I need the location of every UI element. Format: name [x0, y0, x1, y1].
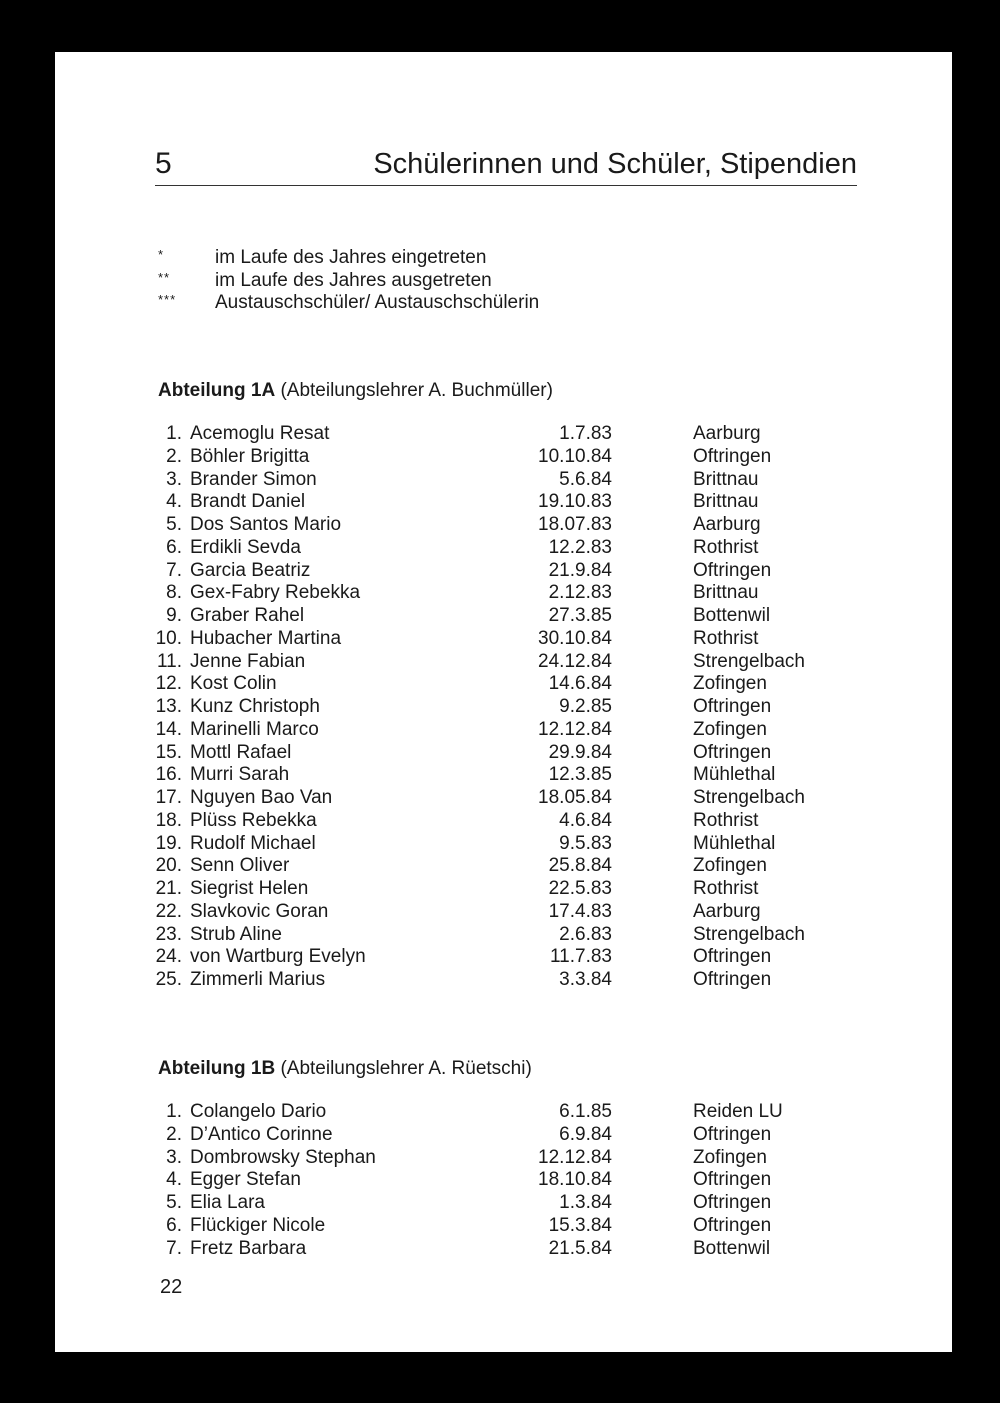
student-number: 24. [155, 946, 182, 968]
student-row [155, 696, 855, 719]
student-row [155, 560, 855, 583]
student-number: 1. [166, 1101, 182, 1122]
home-town: Aarburg [693, 423, 761, 444]
student-row [155, 742, 855, 765]
student-name: Zimmerli Marius [190, 969, 326, 990]
student-row [155, 469, 855, 492]
home-town: Zofingen [693, 1146, 767, 1168]
student-number: 6. [166, 1214, 182, 1236]
birth-date: 1.7.83 [559, 423, 612, 444]
student-name: Kost Colin [190, 673, 277, 695]
home-town: Rothrist [693, 809, 759, 831]
birth-date: 18.05.84 [538, 787, 612, 808]
student-row [155, 537, 855, 560]
birth-date: 18.10.84 [538, 1169, 612, 1191]
section-teacher: (Abteilungslehrer A. Rüetschi) [280, 1058, 532, 1079]
student-number: 10. [155, 627, 182, 649]
birth-date: 12.2.83 [548, 536, 612, 558]
birth-date: 12.12.84 [538, 1146, 612, 1168]
legend-symbol: ** [158, 269, 171, 285]
home-town: Bottenwil [693, 605, 771, 626]
student-row [155, 582, 855, 605]
student-name: Mottl Rafael [190, 741, 292, 763]
student-number: 2. [166, 1123, 182, 1145]
birth-date: 21.9.84 [548, 559, 612, 581]
student-name: Dos Santos Mario [190, 514, 342, 535]
home-town: Oftringen [693, 559, 772, 581]
legend-symbol: * [158, 247, 165, 262]
student-number: 18. [155, 809, 182, 831]
home-town: Rothrist [693, 536, 759, 558]
student-number: 8. [166, 582, 182, 604]
home-town: Brittnau [693, 468, 759, 490]
student-number: 7. [166, 559, 182, 581]
student-number: 4. [166, 1169, 182, 1191]
student-number: 21. [155, 878, 182, 899]
birth-date: 4.6.84 [559, 809, 612, 831]
student-number: 5. [166, 514, 182, 535]
student-row [155, 628, 855, 651]
student-number: 23. [155, 923, 182, 945]
student-number: 25. [155, 969, 182, 990]
student-name: Garcia Beatriz [190, 559, 311, 581]
birth-date: 12.3.85 [548, 764, 612, 786]
student-row [155, 810, 855, 833]
student-row [155, 924, 855, 947]
student-number: 12. [155, 673, 182, 695]
home-town: Oftringen [693, 741, 772, 763]
student-row [155, 764, 855, 787]
home-town: Oftringen [693, 696, 772, 717]
student-number: 3. [166, 1146, 182, 1168]
section-heading-1a [158, 380, 553, 402]
student-name: Murri Sarah [190, 764, 290, 786]
chapter-header [155, 149, 857, 186]
student-row [155, 423, 855, 446]
student-row [155, 1215, 855, 1238]
legend-text: im Laufe des Jahres ausgetreten [215, 269, 492, 291]
birth-date: 6.9.84 [559, 1123, 612, 1145]
student-number: 16. [155, 764, 182, 786]
student-name: Graber Rahel [190, 605, 305, 626]
home-town: Zofingen [693, 855, 767, 877]
student-name: Fretz Barbara [190, 1237, 307, 1259]
chapter-number: 5 [155, 147, 172, 180]
student-name: Hubacher Martina [190, 627, 342, 649]
home-town: Mühlethal [693, 764, 776, 786]
home-town: Strengelbach [693, 923, 805, 945]
student-number: 2. [166, 445, 182, 467]
student-number: 7. [166, 1237, 182, 1259]
student-row [155, 833, 855, 856]
home-town: Oftringen [693, 969, 772, 990]
student-name: D’Antico Corinne [190, 1123, 333, 1145]
student-name: Böhler Brigitta [190, 445, 310, 467]
birth-date: 6.1.85 [559, 1101, 612, 1122]
student-name: Acemoglu Resat [190, 423, 330, 444]
birth-date: 21.5.84 [548, 1237, 612, 1259]
student-number: 11. [156, 650, 182, 672]
student-name: Colangelo Dario [190, 1101, 327, 1122]
birth-date: 24.12.84 [538, 650, 612, 672]
student-number: 9. [166, 605, 182, 626]
student-row [155, 855, 855, 878]
student-number: 22. [155, 900, 182, 922]
birth-date: 19.10.83 [538, 491, 612, 513]
student-name: Egger Stefan [190, 1169, 301, 1191]
student-name: Kunz Christoph [190, 696, 320, 717]
student-name: Brander Simon [190, 468, 317, 490]
home-town: Oftringen [693, 1123, 772, 1145]
student-number: 1. [166, 423, 182, 444]
student-row [155, 673, 855, 696]
student-number: 17. [155, 787, 182, 808]
section-heading-1b [158, 1058, 532, 1080]
birth-date: 2.6.83 [559, 923, 612, 945]
symbol-legend [155, 247, 755, 315]
student-row [155, 901, 855, 924]
student-name: Senn Oliver [190, 855, 290, 877]
birth-date: 18.07.83 [538, 514, 612, 535]
home-town: Oftringen [693, 1169, 772, 1191]
birth-date: 30.10.84 [538, 627, 612, 649]
student-name: Erdikli Sevda [190, 536, 301, 558]
student-number: 6. [166, 536, 182, 558]
student-name: Brandt Daniel [190, 491, 306, 513]
birth-date: 3.3.84 [559, 969, 612, 990]
home-town: Strengelbach [693, 650, 805, 672]
home-town: Zofingen [693, 673, 767, 695]
student-name: Flückiger Nicole [190, 1214, 326, 1236]
student-number: 15. [155, 741, 182, 763]
home-town: Reiden LU [693, 1101, 783, 1122]
student-row [155, 719, 855, 742]
section-title: Abteilung 1B [158, 1058, 276, 1079]
student-name: Slavkovic Goran [190, 900, 329, 922]
section-teacher: (Abteilungslehrer A. Buchmüller) [280, 380, 553, 401]
student-row [155, 1238, 855, 1261]
student-row [155, 878, 855, 901]
student-row [155, 605, 855, 628]
student-name: Gex-Fabry Rebekka [190, 582, 361, 604]
home-town: Zofingen [693, 718, 767, 740]
home-town: Bottenwil [693, 1237, 771, 1259]
legend-item [155, 247, 755, 270]
student-name: Plüss Rebekka [190, 809, 317, 831]
birth-date: 2.12.83 [548, 582, 612, 604]
student-row [155, 1124, 855, 1147]
student-number: 3. [166, 468, 182, 490]
student-row [155, 1101, 855, 1124]
home-town: Brittnau [693, 491, 759, 513]
student-name: von Wartburg Evelyn [190, 946, 366, 968]
student-row [155, 946, 855, 969]
home-town: Mühlethal [693, 832, 776, 854]
birth-date: 22.5.83 [548, 878, 612, 899]
home-town: Rothrist [693, 878, 759, 899]
home-town: Aarburg [693, 900, 761, 922]
student-number: 19. [155, 832, 182, 854]
student-name: Jenne Fabian [190, 650, 306, 672]
student-row [155, 1147, 855, 1170]
legend-symbol: *** [158, 292, 177, 307]
student-row [155, 491, 855, 514]
student-name: Marinelli Marco [190, 718, 319, 740]
student-name: Elia Lara [190, 1192, 265, 1213]
student-name: Rudolf Michael [190, 832, 316, 854]
home-town: Oftringen [693, 946, 772, 968]
student-row [155, 514, 855, 537]
birth-date: 14.6.84 [548, 673, 612, 695]
student-number: 5. [166, 1192, 182, 1213]
legend-item [155, 292, 755, 315]
student-row [155, 1192, 855, 1215]
section-title: Abteilung 1A [158, 380, 276, 401]
home-town: Aarburg [693, 514, 761, 535]
student-row [155, 446, 855, 469]
page-number: 22 [160, 1276, 183, 1298]
legend-item [155, 270, 755, 293]
home-town: Strengelbach [693, 787, 805, 808]
student-list-1a [155, 423, 855, 992]
birth-date: 1.3.84 [559, 1192, 612, 1213]
document-page [55, 52, 952, 1352]
student-number: 4. [166, 491, 182, 513]
birth-date: 11.7.83 [550, 946, 612, 968]
home-town: Oftringen [693, 1192, 772, 1213]
student-row [155, 1169, 855, 1192]
student-row [155, 969, 855, 992]
student-name: Siegrist Helen [190, 878, 309, 899]
birth-date: 10.10.84 [538, 445, 612, 467]
birth-date: 9.2.85 [559, 696, 612, 717]
home-town: Oftringen [693, 1214, 772, 1236]
student-number: 14. [155, 718, 182, 740]
birth-date: 5.6.84 [559, 468, 612, 490]
student-name: Nguyen Bao Van [190, 787, 333, 808]
student-list-1b [155, 1101, 855, 1260]
birth-date: 17.4.83 [548, 900, 612, 922]
student-name: Dombrowsky Stephan [190, 1146, 376, 1168]
student-number: 13. [155, 696, 182, 717]
birth-date: 29.9.84 [548, 741, 612, 763]
student-row [155, 787, 855, 810]
birth-date: 25.8.84 [548, 855, 612, 877]
legend-text: im Laufe des Jahres eingetreten [215, 247, 487, 268]
birth-date: 9.5.83 [559, 832, 612, 854]
birth-date: 12.12.84 [538, 718, 612, 740]
birth-date: 15.3.84 [548, 1214, 612, 1236]
student-number: 20. [155, 855, 182, 877]
home-town: Rothrist [693, 627, 759, 649]
home-town: Brittnau [693, 582, 759, 604]
legend-text: Austauschschüler/ Austauschschülerin [215, 292, 540, 313]
home-town: Oftringen [693, 445, 772, 467]
student-name: Strub Aline [190, 923, 282, 945]
student-row [155, 651, 855, 674]
chapter-title: Schülerinnen und Schüler, Stipendien [373, 148, 857, 180]
birth-date: 27.3.85 [548, 605, 612, 626]
